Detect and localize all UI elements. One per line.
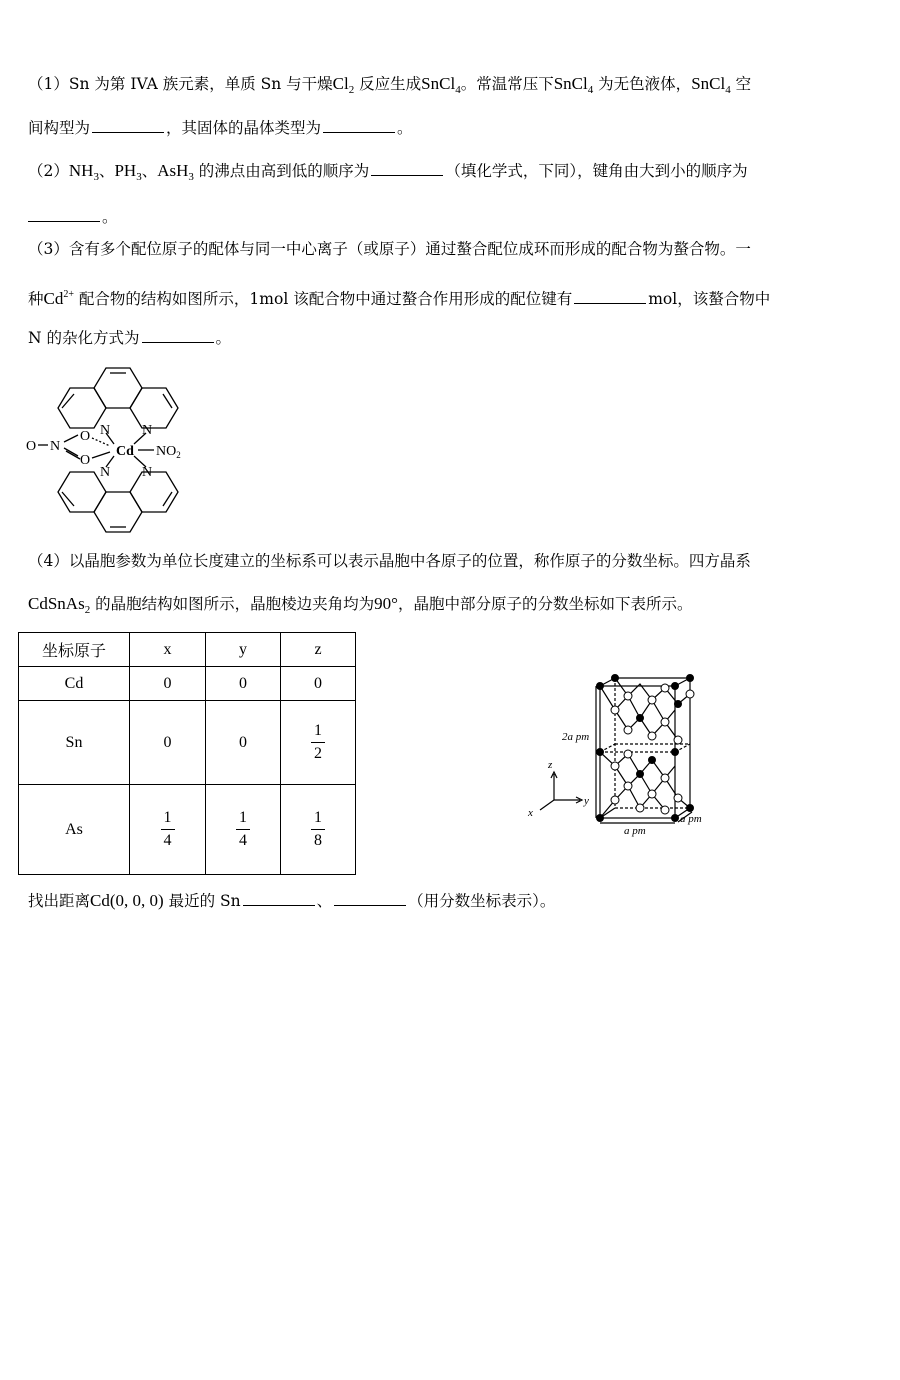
formula-cdsnas2: CdSnAs$_2$ [28,594,91,616]
svg-text:O: O [80,429,91,444]
q1-line1: （1）Sn 为第 IVA 族元素，单质 Sn 与干燥$Cl_2$ 反应生成SnCl$_4$。常温常压下SnCl$_4$ 为无色液体，SnCl$_4$ 空 [28,74,752,96]
formula-sncl4: SnCl$_4$ [421,74,461,96]
fraction: $\frac{1}{4}$ [161,807,175,852]
fraction: $\frac{1}{2}$ [311,720,325,765]
table-row: Cd 0 0 0 [19,667,356,701]
svg-text:a pm: a pm [624,825,646,837]
answer-blank[interactable] [334,891,406,906]
answer-blank[interactable] [142,328,214,343]
coordinate-table [18,632,356,875]
q3-line1: （3）含有多个配位原子的配体与同一中心离子（或原子）通过螯合配位成环而形成的配合物为螯合物。一 [28,240,751,258]
formula-ash3: AsH$_3$ [157,161,194,183]
svg-text:x: x [528,807,533,819]
formula-cd2plus: $Cd^{2+}$ [43,289,74,308]
table-header: x [130,633,206,667]
q2-line2: 。 [28,206,882,228]
svg-text:a pm: a pm [680,813,702,825]
table-row: As $\frac{1}{4}$ $\frac{1}{4}$ $\frac{1}{8}$ [19,785,356,875]
q4-line1: （4）以晶胞参数为单位长度建立的坐标系可以表示晶胞中各原子的位置，称作原子的分数坐标。四方晶系 [28,552,751,570]
formula-sncl4: SnCl$_4$ [691,74,731,96]
svg-text:O: O [26,439,37,454]
table-header: 坐标原子 [19,633,130,667]
answer-blank[interactable] [574,289,646,304]
q3-line3: N 的杂化方式为 。 [28,329,232,347]
cdsnas2-unit-cell [520,670,720,840]
table-row: Sn 0 0 $\frac{1}{2}$ [19,701,356,785]
answer-blank[interactable] [243,891,315,906]
svg-text:y: y [584,795,589,807]
formula-ph3: $PH_3$ [114,161,142,183]
fraction: $\frac{1}{8}$ [311,807,325,852]
formula-cl2: $Cl_2$ [332,74,355,96]
table-header: y [206,633,281,667]
q2-line1: $(2)NH_3$、$PH_3$、AsH$_3$ 的沸点由高到低的顺序为 （填化学式，下同），键角由大到小的顺序为 [28,161,748,183]
answer-blank[interactable] [28,207,100,222]
formula-nh3: $NH_3$ [68,161,99,183]
svg-text:NO2: $NO_2$ [156,444,181,460]
answer-blank[interactable] [92,118,164,133]
q1-line2: 间构型为 ，其固体的晶体类型为 。 [28,119,413,137]
q4-line2: CdSnAs$_2$ 的晶胞结构如图所示，晶胞棱边夹角均为90°，晶胞中部分原子的分数坐标如下表所示。 [28,594,693,616]
svg-text:2a pm: 2a pm [562,731,590,743]
svg-text:N: N [50,439,61,454]
q4-final: 找出距离Cd(0, 0, 0) 最近的 Sn 、 （用分数坐标表示）。 [28,891,556,910]
svg-text:Cd: Cd [116,444,134,459]
svg-text:O: O [80,453,91,468]
formula-sncl4: SnCl$_4$ [553,74,594,96]
answer-blank[interactable] [371,161,443,176]
fraction: $\frac{1}{4}$ [236,807,250,852]
cd-complex-structure [26,360,206,540]
svg-text:z: z [548,759,553,771]
svg-text:N: N [100,423,111,438]
table-header: z [281,633,356,667]
svg-text:N: N [100,465,111,480]
svg-text:N: N [142,465,153,480]
q3-line2: 种$Cd^{2+}$ 配合物的结构如图所示，1mol 该配合物中通过螯合作用形成的配位键有 mol，该螯合物中 [28,289,771,308]
answer-blank[interactable] [323,118,395,133]
svg-text:N: N [142,423,153,438]
